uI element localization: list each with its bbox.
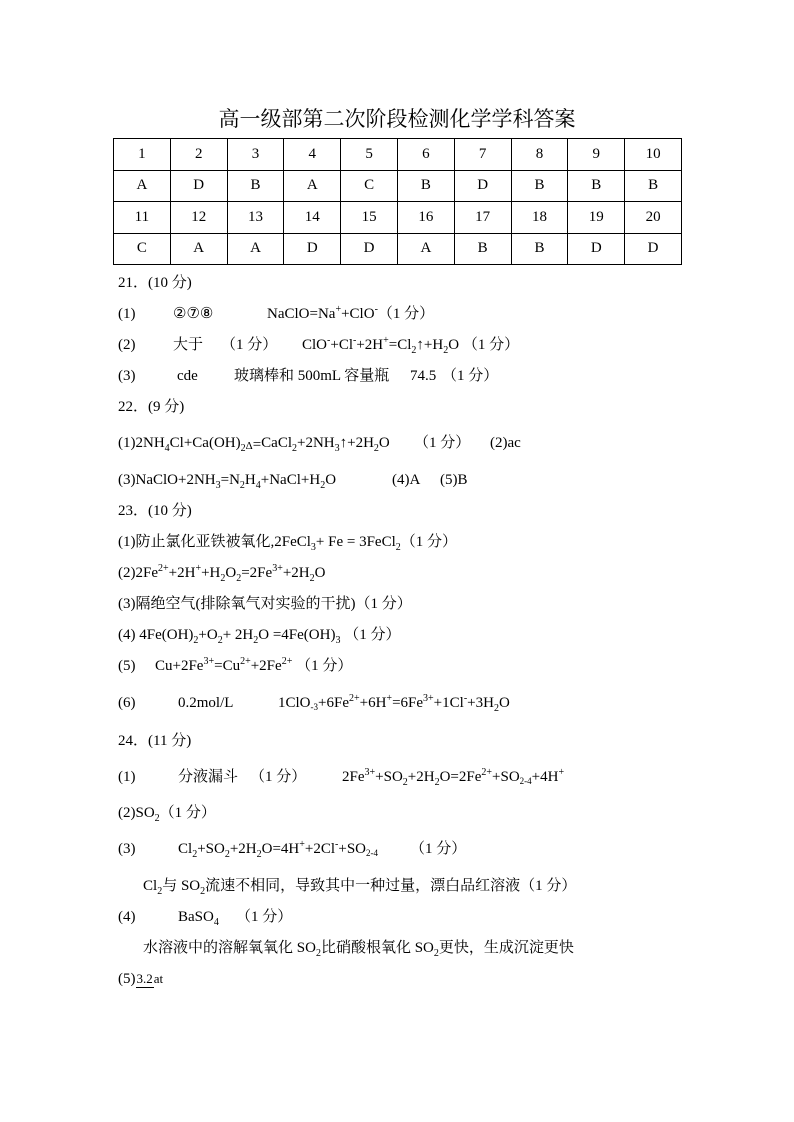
answer-table-cell: 20	[625, 202, 682, 234]
q23-line-2: $(2)2Fe^{2+}+2H^++H_2O_2=2Fe^{3+}+2H_2O$	[118, 563, 326, 584]
answer-table-cell: 6	[397, 139, 454, 171]
answer-table-cell: B	[511, 233, 568, 265]
answer-table-cell: 16	[397, 202, 454, 234]
answer-table-cell: 12	[170, 202, 227, 234]
q24-line-4: $Cl_2$与 $SO_2$流速不相同，导致其中一种过量，漂白品红溶液（1 分）	[143, 878, 577, 897]
q23-heading: 23．(10 分)	[118, 503, 192, 519]
answer-table-cell: B	[397, 170, 454, 202]
answer-table-cell: B	[568, 170, 625, 202]
answer-table-cell: 14	[284, 202, 341, 234]
answer-table-cell: C	[114, 233, 171, 265]
q22-heading: 22．(9 分)	[118, 399, 185, 415]
answer-table-cell: 17	[454, 202, 511, 234]
answer-table-cell: 9	[568, 139, 625, 171]
q21-line-2: (2) 大于 （1 分） $ClO^-+Cl^-+2H^+=Cl_2↑+H_2O$ （1 分）	[118, 335, 520, 356]
answer-table-cell: 4	[284, 139, 341, 171]
answer-table-cell: D	[625, 233, 682, 265]
q24-line-7: (5)3.2at	[118, 970, 164, 987]
answer-table	[113, 138, 682, 265]
fraction: 3.2at	[136, 970, 164, 986]
answer-table-cell: B	[454, 233, 511, 265]
answer-table-cell: 18	[511, 202, 568, 234]
answer-table-cell: D	[341, 233, 398, 265]
q24-line-1: (1) 分液漏斗 （1 分） $2Fe^{3+}+SO_2+2H_2O=2Fe^{2+}+SO2-4+4H^+$	[118, 767, 565, 788]
page-title: 高一级部第二次阶段检测化学学科答案	[218, 107, 576, 131]
q23-line-3: (3)隔绝空气(排除氧气对实验的干扰)（1 分）	[118, 596, 412, 612]
answer-table-cell: D	[568, 233, 625, 265]
answer-table-cell: 11	[114, 202, 171, 234]
q22-line-1: $(1)2NH_4Cl+Ca(OH)_2\Delta=CaCl_2+2NH_3↑+2H_2O$ （1 分） (2)ac	[118, 435, 521, 454]
q23-line-1: (1)防止氯化亚铁被氧化,2FeCl$_3$+ Fe = 3FeCl$_2$（1 分）	[118, 534, 458, 553]
q23-line-5: (5) $Cu+2Fe^{3+}=Cu^{2+}+2Fe^{2+}$ （1 分）	[118, 656, 353, 674]
answer-table-cell: D	[454, 170, 511, 202]
answer-table-cell: A	[284, 170, 341, 202]
answer-table-cell: 1	[114, 139, 171, 171]
answer-table-row	[114, 202, 682, 234]
q24-line-5: (4) BaSO$_4$ （1 分）	[118, 909, 293, 928]
q21-heading: 21．(10 分)	[118, 275, 192, 291]
answer-table-row	[114, 170, 682, 202]
q24-line-6: 水溶液中的溶解氧氧化 $SO_2$比硝酸根氧化 $SO_2$更快，生成沉淀更快	[143, 940, 574, 959]
answer-table-cell: 7	[454, 139, 511, 171]
answer-table-cell: 13	[227, 202, 284, 234]
answer-table-row	[114, 139, 682, 171]
answer-table-cell: A	[227, 233, 284, 265]
q24-line-3: (3) $Cl_2+SO_2+2H_2O=4H^++2Cl^-+SO2-4$ （1 分）	[118, 839, 467, 860]
answer-table-cell: 19	[568, 202, 625, 234]
answer-table-cell: D	[284, 233, 341, 265]
answer-table-cell: 10	[625, 139, 682, 171]
q21-line-3: (3) cde 玻璃棒和 500mL 容量瓶 74.5 （1 分）	[118, 368, 499, 384]
q23-line-4: (4) $4Fe(OH)_2+O_2+ 2H_2O =4Fe(OH)_3$ （1 分）	[118, 627, 401, 646]
answer-table-cell: 3	[227, 139, 284, 171]
answer-table-cell: A	[170, 233, 227, 265]
q22-line-2: $(3)NaClO+2NH_3=N_2H_4+NaCl+H_2O$ (4)A (5)B	[118, 472, 468, 491]
answer-table-row	[114, 233, 682, 265]
answer-table-cell: C	[341, 170, 398, 202]
answer-table-cell: 15	[341, 202, 398, 234]
answer-table-cell: 8	[511, 139, 568, 171]
answer-table-cell: B	[511, 170, 568, 202]
answer-table-cell: B	[227, 170, 284, 202]
answer-table-cell: A	[114, 170, 171, 202]
q21-line-1: (1) ②⑦⑧ NaClO=Na++ClO-（1 分）	[118, 304, 435, 322]
q24-line-2: $(2)SO_2(1$ 分）	[118, 805, 216, 824]
q24-heading: 24．(11 分)	[118, 733, 192, 749]
answer-table-cell: D	[170, 170, 227, 202]
q23-line-6: (6) 0.2mol/L $1ClO-3+6Fe^{2+}+6H^+=6Fe^{3+}+1Cl^-+3H_2O$	[118, 693, 510, 714]
answer-table-cell: 5	[341, 139, 398, 171]
answer-table-cell: B	[625, 170, 682, 202]
answer-table-cell: 2	[170, 139, 227, 171]
answer-table-cell: A	[397, 233, 454, 265]
